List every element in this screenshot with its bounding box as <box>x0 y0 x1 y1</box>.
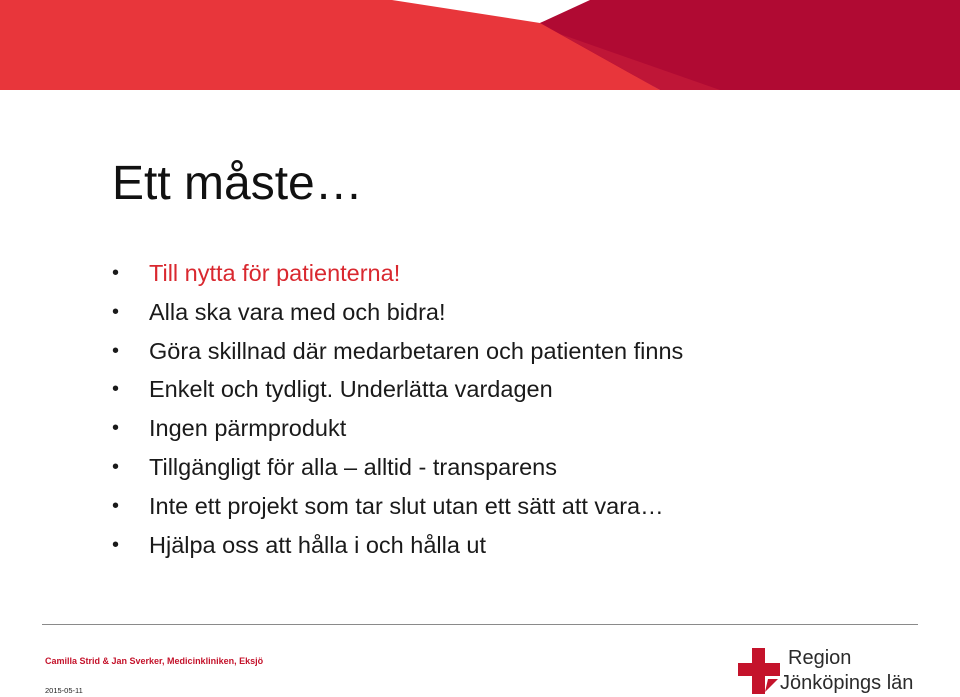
bullet-dot: • <box>112 494 120 517</box>
region-logo <box>738 646 938 697</box>
logo-text-region: Region <box>788 647 852 669</box>
bullet-item <box>112 487 683 526</box>
bullet-text: Tillgängligt för alla – alltid - transparens <box>149 453 557 480</box>
bullet-text: Enkelt och tydligt. Underlätta vardagen <box>149 376 553 403</box>
logo-text-county: Jönköpings län <box>780 672 914 694</box>
bullet-item <box>112 448 683 487</box>
bullet-dot: • <box>112 339 120 362</box>
bullet-text: Inte ett projekt som tar slut utan ett sätt att vara… <box>149 492 664 519</box>
header-banner <box>0 0 960 90</box>
slide-title: Ett måste… <box>112 157 363 210</box>
cross-logo-icon <box>738 648 780 694</box>
bullet-text: Göra skillnad där medarbetaren och patienten finns <box>149 337 684 364</box>
bullet-list <box>112 254 683 564</box>
bullet-dot: • <box>112 417 120 440</box>
bullet-item <box>112 293 683 332</box>
bullet-text: Hjälpa oss att hålla i och hålla ut <box>149 531 487 558</box>
footer-authors: Camilla Strid & Jan Sverker, Medicinkliniken, Eksjö <box>45 656 264 666</box>
footer-date: 2015-05-11 <box>45 686 83 695</box>
bullet-dot: • <box>112 455 120 478</box>
bullet-dot: • <box>112 533 120 556</box>
bullet-item <box>112 370 683 409</box>
bullet-dot: • <box>112 262 120 284</box>
bullet-item <box>112 526 683 565</box>
bullet-text: Till nytta för patienterna! <box>149 260 401 286</box>
footer-divider <box>42 624 918 625</box>
bullet-item <box>112 409 683 448</box>
bullet-text: Alla ska vara med och bidra! <box>149 298 446 325</box>
bullet-item <box>112 332 683 371</box>
bullet-text: Ingen pärmprodukt <box>149 415 347 442</box>
bullet-item <box>112 254 683 293</box>
bullet-dot: • <box>112 378 120 401</box>
bullet-dot: • <box>112 300 120 323</box>
